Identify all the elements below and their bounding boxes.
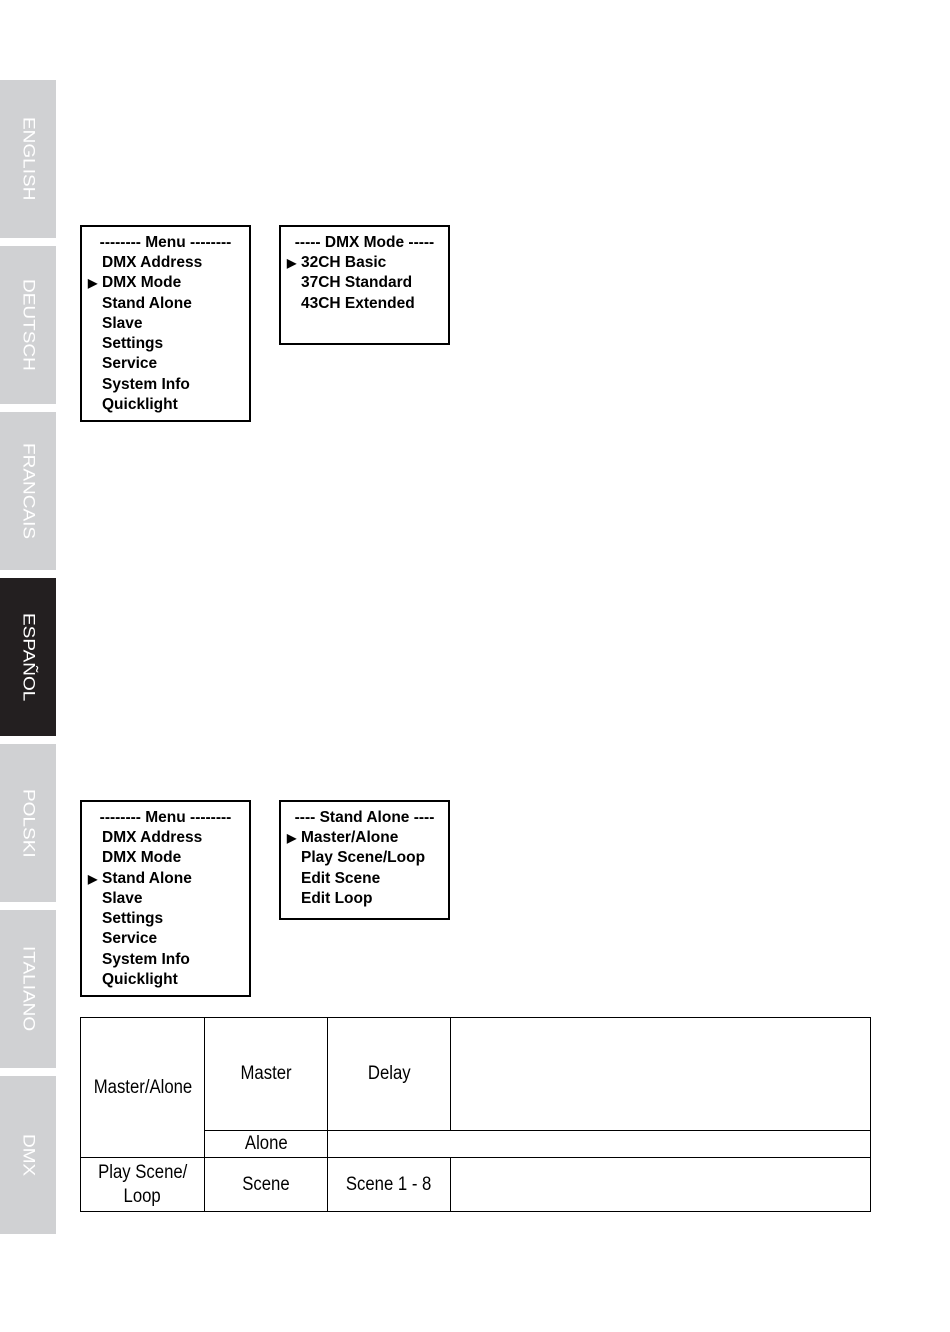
table-row bbox=[81, 1018, 871, 1131]
menu-item-label: DMX Address bbox=[102, 829, 203, 846]
tab-italiano-label: ITALIANO bbox=[19, 946, 38, 1032]
table-cell-master: Master bbox=[205, 1018, 328, 1131]
menu-item-label: Edit Scene bbox=[301, 869, 381, 887]
tab-francais-label: FRANCAIS bbox=[19, 442, 38, 540]
menu-item bbox=[82, 909, 249, 929]
menu-item bbox=[82, 294, 249, 314]
menu-item-label: System Info bbox=[102, 375, 190, 393]
tab-espanol-label: ESPAÑOL bbox=[19, 612, 38, 702]
tab-english-label: ENGLISH bbox=[19, 117, 38, 201]
tab-italiano[interactable] bbox=[0, 910, 56, 1068]
menu-item-label: Slave bbox=[102, 889, 143, 907]
menu-item-label: 37CH Standard bbox=[301, 274, 413, 292]
menu-item-label: DMX Mode bbox=[102, 849, 182, 867]
menu-item bbox=[82, 848, 249, 868]
menu-item-label: Quicklight bbox=[102, 396, 178, 414]
menu-title: -------- Menu -------- bbox=[99, 809, 232, 826]
menu-item-label: Service bbox=[102, 930, 158, 948]
menu-item-label: Service bbox=[102, 355, 158, 373]
tab-deutsch[interactable] bbox=[0, 246, 56, 404]
menu-item-label: Settings bbox=[102, 335, 164, 353]
menu-item-label: 32CH Basic bbox=[301, 254, 387, 271]
cursor-arrow-icon: ▶ bbox=[287, 831, 297, 845]
tab-dmx[interactable] bbox=[0, 1076, 56, 1234]
menu-item-selected bbox=[281, 828, 448, 848]
cursor-arrow-icon: ▶ bbox=[88, 871, 98, 886]
menu-item-selected bbox=[82, 273, 249, 293]
dmx-mode-display bbox=[279, 225, 450, 345]
menu-item bbox=[82, 970, 249, 990]
menu-title: ----- DMX Mode ----- bbox=[294, 234, 435, 251]
main-menu-display-2 bbox=[80, 800, 251, 997]
menu-item-label: DMX Mode bbox=[102, 274, 182, 292]
tab-polski-label: POLSKI bbox=[19, 788, 38, 858]
table-cell-empty bbox=[451, 1158, 871, 1212]
table-cell-scene-range: Scene 1 - 8 bbox=[328, 1158, 451, 1212]
menu-title: -------- Menu -------- bbox=[99, 234, 232, 251]
menu-item-label: Stand Alone bbox=[102, 294, 192, 312]
menu-item-label: System Info bbox=[102, 950, 190, 968]
cursor-arrow-icon: ▶ bbox=[88, 276, 98, 291]
menu-item-selected bbox=[281, 253, 448, 273]
menu-item bbox=[82, 375, 249, 395]
table-cell-empty bbox=[328, 1131, 871, 1158]
table-cell-scene: Scene bbox=[205, 1158, 328, 1212]
menu-item bbox=[281, 848, 448, 868]
menu-item bbox=[82, 950, 249, 970]
menu-item bbox=[281, 273, 448, 293]
main-menu-display-1 bbox=[80, 225, 251, 422]
menu-item bbox=[281, 294, 448, 314]
menu-item-selected bbox=[82, 869, 249, 889]
menu-item-label: Quicklight bbox=[102, 971, 178, 989]
menu-item bbox=[82, 334, 249, 354]
menu-item-label: Slave bbox=[102, 314, 143, 332]
table-row bbox=[81, 1158, 871, 1212]
tab-dmx-label: DMX bbox=[19, 1133, 38, 1177]
menu-item bbox=[82, 828, 249, 848]
cursor-arrow-icon: ▶ bbox=[287, 256, 297, 270]
menu-item bbox=[281, 869, 448, 889]
menu-item bbox=[82, 929, 249, 949]
table-cell-alone: Alone bbox=[205, 1131, 328, 1158]
menu-item-label: 43CH Extended bbox=[301, 294, 415, 312]
table-cell-empty bbox=[451, 1018, 871, 1131]
tab-deutsch-label: DEUTSCH bbox=[19, 279, 38, 371]
table-cell-play-scene-loop: Play Scene/ Loop bbox=[81, 1158, 205, 1212]
menu-item bbox=[82, 354, 249, 374]
menu-item-label: Play Scene/Loop bbox=[301, 849, 426, 867]
menu-item-label: Edit Loop bbox=[301, 889, 373, 907]
menu-item bbox=[82, 889, 249, 909]
menu-item bbox=[82, 253, 249, 273]
stand-alone-settings-table bbox=[80, 1017, 871, 1212]
table-cell-delay: Delay bbox=[328, 1018, 451, 1131]
stand-alone-display bbox=[279, 800, 450, 920]
menu-item bbox=[82, 395, 249, 415]
tab-english[interactable] bbox=[0, 80, 56, 238]
table-cell-master-alone: Master/Alone bbox=[81, 1018, 205, 1158]
menu-title: ---- Stand Alone ---- bbox=[294, 809, 435, 826]
menu-item bbox=[82, 314, 249, 334]
tab-espanol[interactable] bbox=[0, 578, 56, 736]
menu-item-label: Settings bbox=[102, 910, 164, 928]
menu-item-label: Stand Alone bbox=[102, 869, 192, 887]
tab-polski[interactable] bbox=[0, 744, 56, 902]
menu-item-label: Master/Alone bbox=[301, 829, 399, 846]
menu-item-label: DMX Address bbox=[102, 254, 203, 271]
menu-item bbox=[281, 889, 448, 909]
tab-francais[interactable] bbox=[0, 412, 56, 570]
